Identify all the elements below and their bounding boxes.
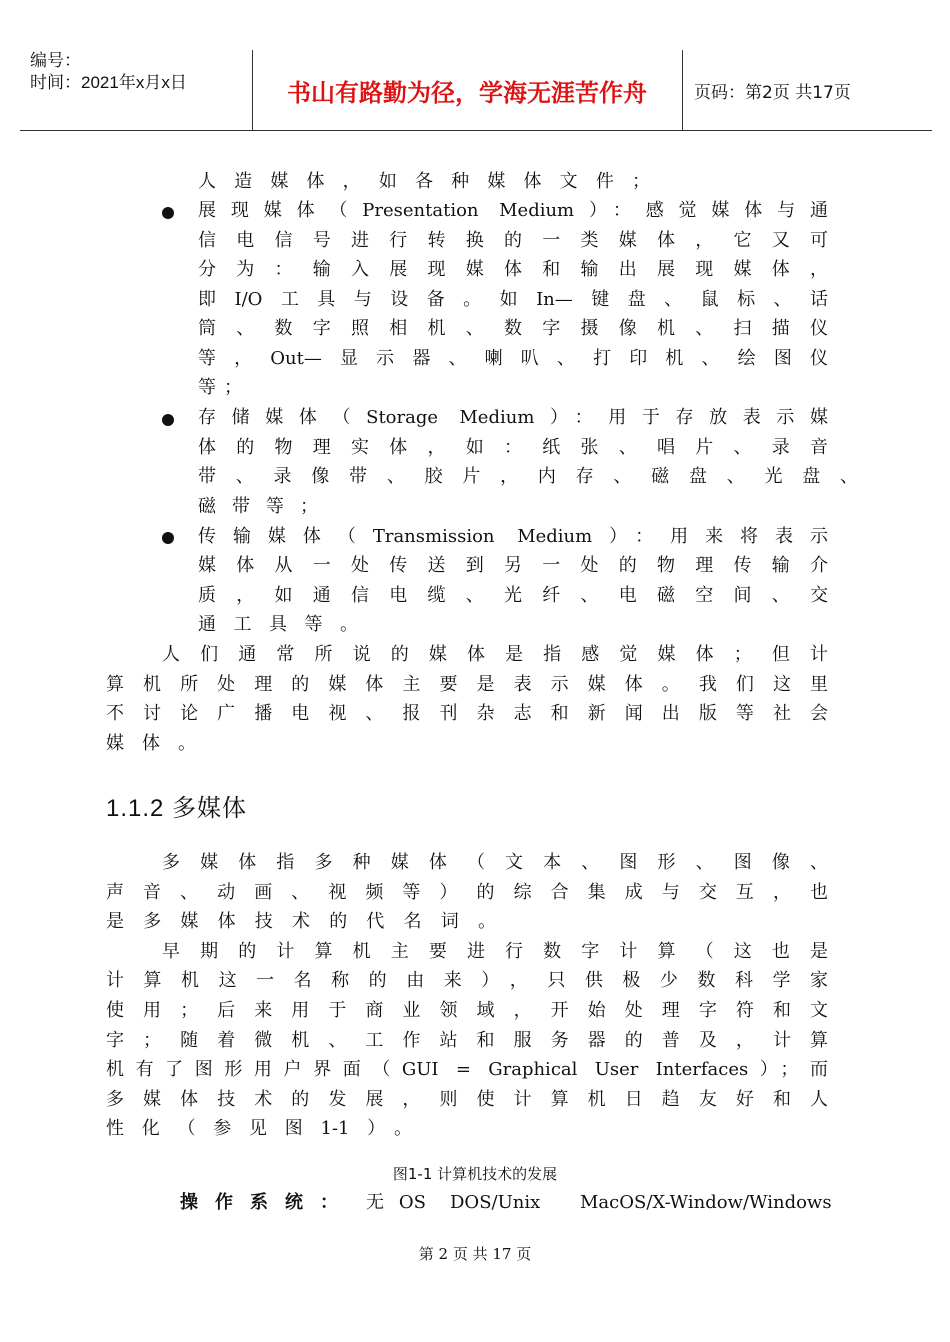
- time-label: 时间：2021年x月x日: [30, 73, 187, 92]
- os-item: MacOS/X-Window/Windows: [580, 1192, 832, 1213]
- text-line: 多媒体指多种媒体（文本、图形、图像、: [162, 852, 828, 873]
- section-heading: 1.1.2 多媒体: [106, 795, 248, 822]
- bullet-dot: [162, 414, 174, 426]
- bullet-dot: [162, 532, 174, 544]
- text-line: 展现媒体（Presentation Medium）：感觉媒体与通: [198, 200, 828, 221]
- text-line: 机有了图形用户界面（GUI = Graphical User Interfaces）；而: [106, 1059, 828, 1080]
- bullet-dot: [162, 207, 174, 219]
- text-line: 媒体。: [106, 733, 196, 754]
- text-line: 筒、数字照相机、数字摄像机、扫描仪: [198, 318, 828, 339]
- text-line: 算机所处理的媒体主要是表示媒体。我们这里: [106, 674, 828, 695]
- text-line: 带、录像带、胶片，内存、磁盘、光盘、: [198, 466, 858, 487]
- text-line: 通工具等。: [198, 614, 358, 635]
- text-line: 是多媒体技术的代名词。: [106, 911, 496, 932]
- text-line: 质，如通信电缆、光纤、电磁空间、交: [198, 585, 828, 606]
- os-item: DOS/Unix: [450, 1192, 541, 1213]
- header-motto: 书山有路勤为径，学海无涯苦作舟: [252, 50, 683, 130]
- text-line: 分为：输入展现媒体和输出展现媒体，: [198, 259, 828, 280]
- os-item: 无OS: [366, 1192, 426, 1213]
- text-line: 人们通常所说的媒体是指感觉媒体；但计: [162, 644, 828, 665]
- text-line: 等，Out—显示器、喇叭、打印机、绘图仪: [198, 348, 828, 369]
- text-line: 早期的计算机主要进行数字计算（这也是: [162, 941, 828, 962]
- os-label: 操作系统：: [180, 1192, 338, 1213]
- text-line: 磁带等；: [198, 496, 318, 517]
- text-line: 人造媒体，如各种媒体文件；: [198, 171, 650, 192]
- text-line: 使用；后来用于商业领域，开始处理字符和文: [106, 1000, 828, 1021]
- text-line: 不讨论广播电视、报刊杂志和新闻出版等社会: [106, 703, 828, 724]
- page-footer: 第 2 页 共 17 页: [418, 1245, 532, 1263]
- text-line: 声音、动画、视频等）的综合集成与交互，也: [106, 882, 828, 903]
- text-line: 计算机这一名称的由来），只供极少数科学家: [106, 970, 828, 991]
- text-line: 多媒体技术的发展，则使计算机日趋友好和人: [106, 1089, 828, 1110]
- text-line: 媒体从一处传送到另一处的物理传输介: [198, 555, 828, 576]
- text-line: 等；: [198, 377, 242, 398]
- header-page-info: 页码：第2页 共17页: [694, 82, 851, 103]
- number-label: 编号：: [30, 51, 81, 70]
- text-line: 性化（参见图1-1）。: [106, 1118, 412, 1139]
- text-line: 存储媒体（Storage Medium）：用于存放表示媒: [198, 407, 828, 428]
- text-line: 信电信号进行转换的一类媒体，它又可: [198, 230, 828, 251]
- figure-caption: 图1-1 计算机技术的发展: [392, 1165, 558, 1183]
- text-line: 字；随着微机、工作站和服务器的普及，计算: [106, 1030, 828, 1051]
- text-line: 即I/O工具与设备。如In—键盘、鼠标、话: [198, 289, 828, 310]
- text-line: 体的物理实体，如：纸张、唱片、录音: [198, 437, 828, 458]
- text-line: 传输媒体（Transmission Medium）：用来将表示: [198, 526, 828, 547]
